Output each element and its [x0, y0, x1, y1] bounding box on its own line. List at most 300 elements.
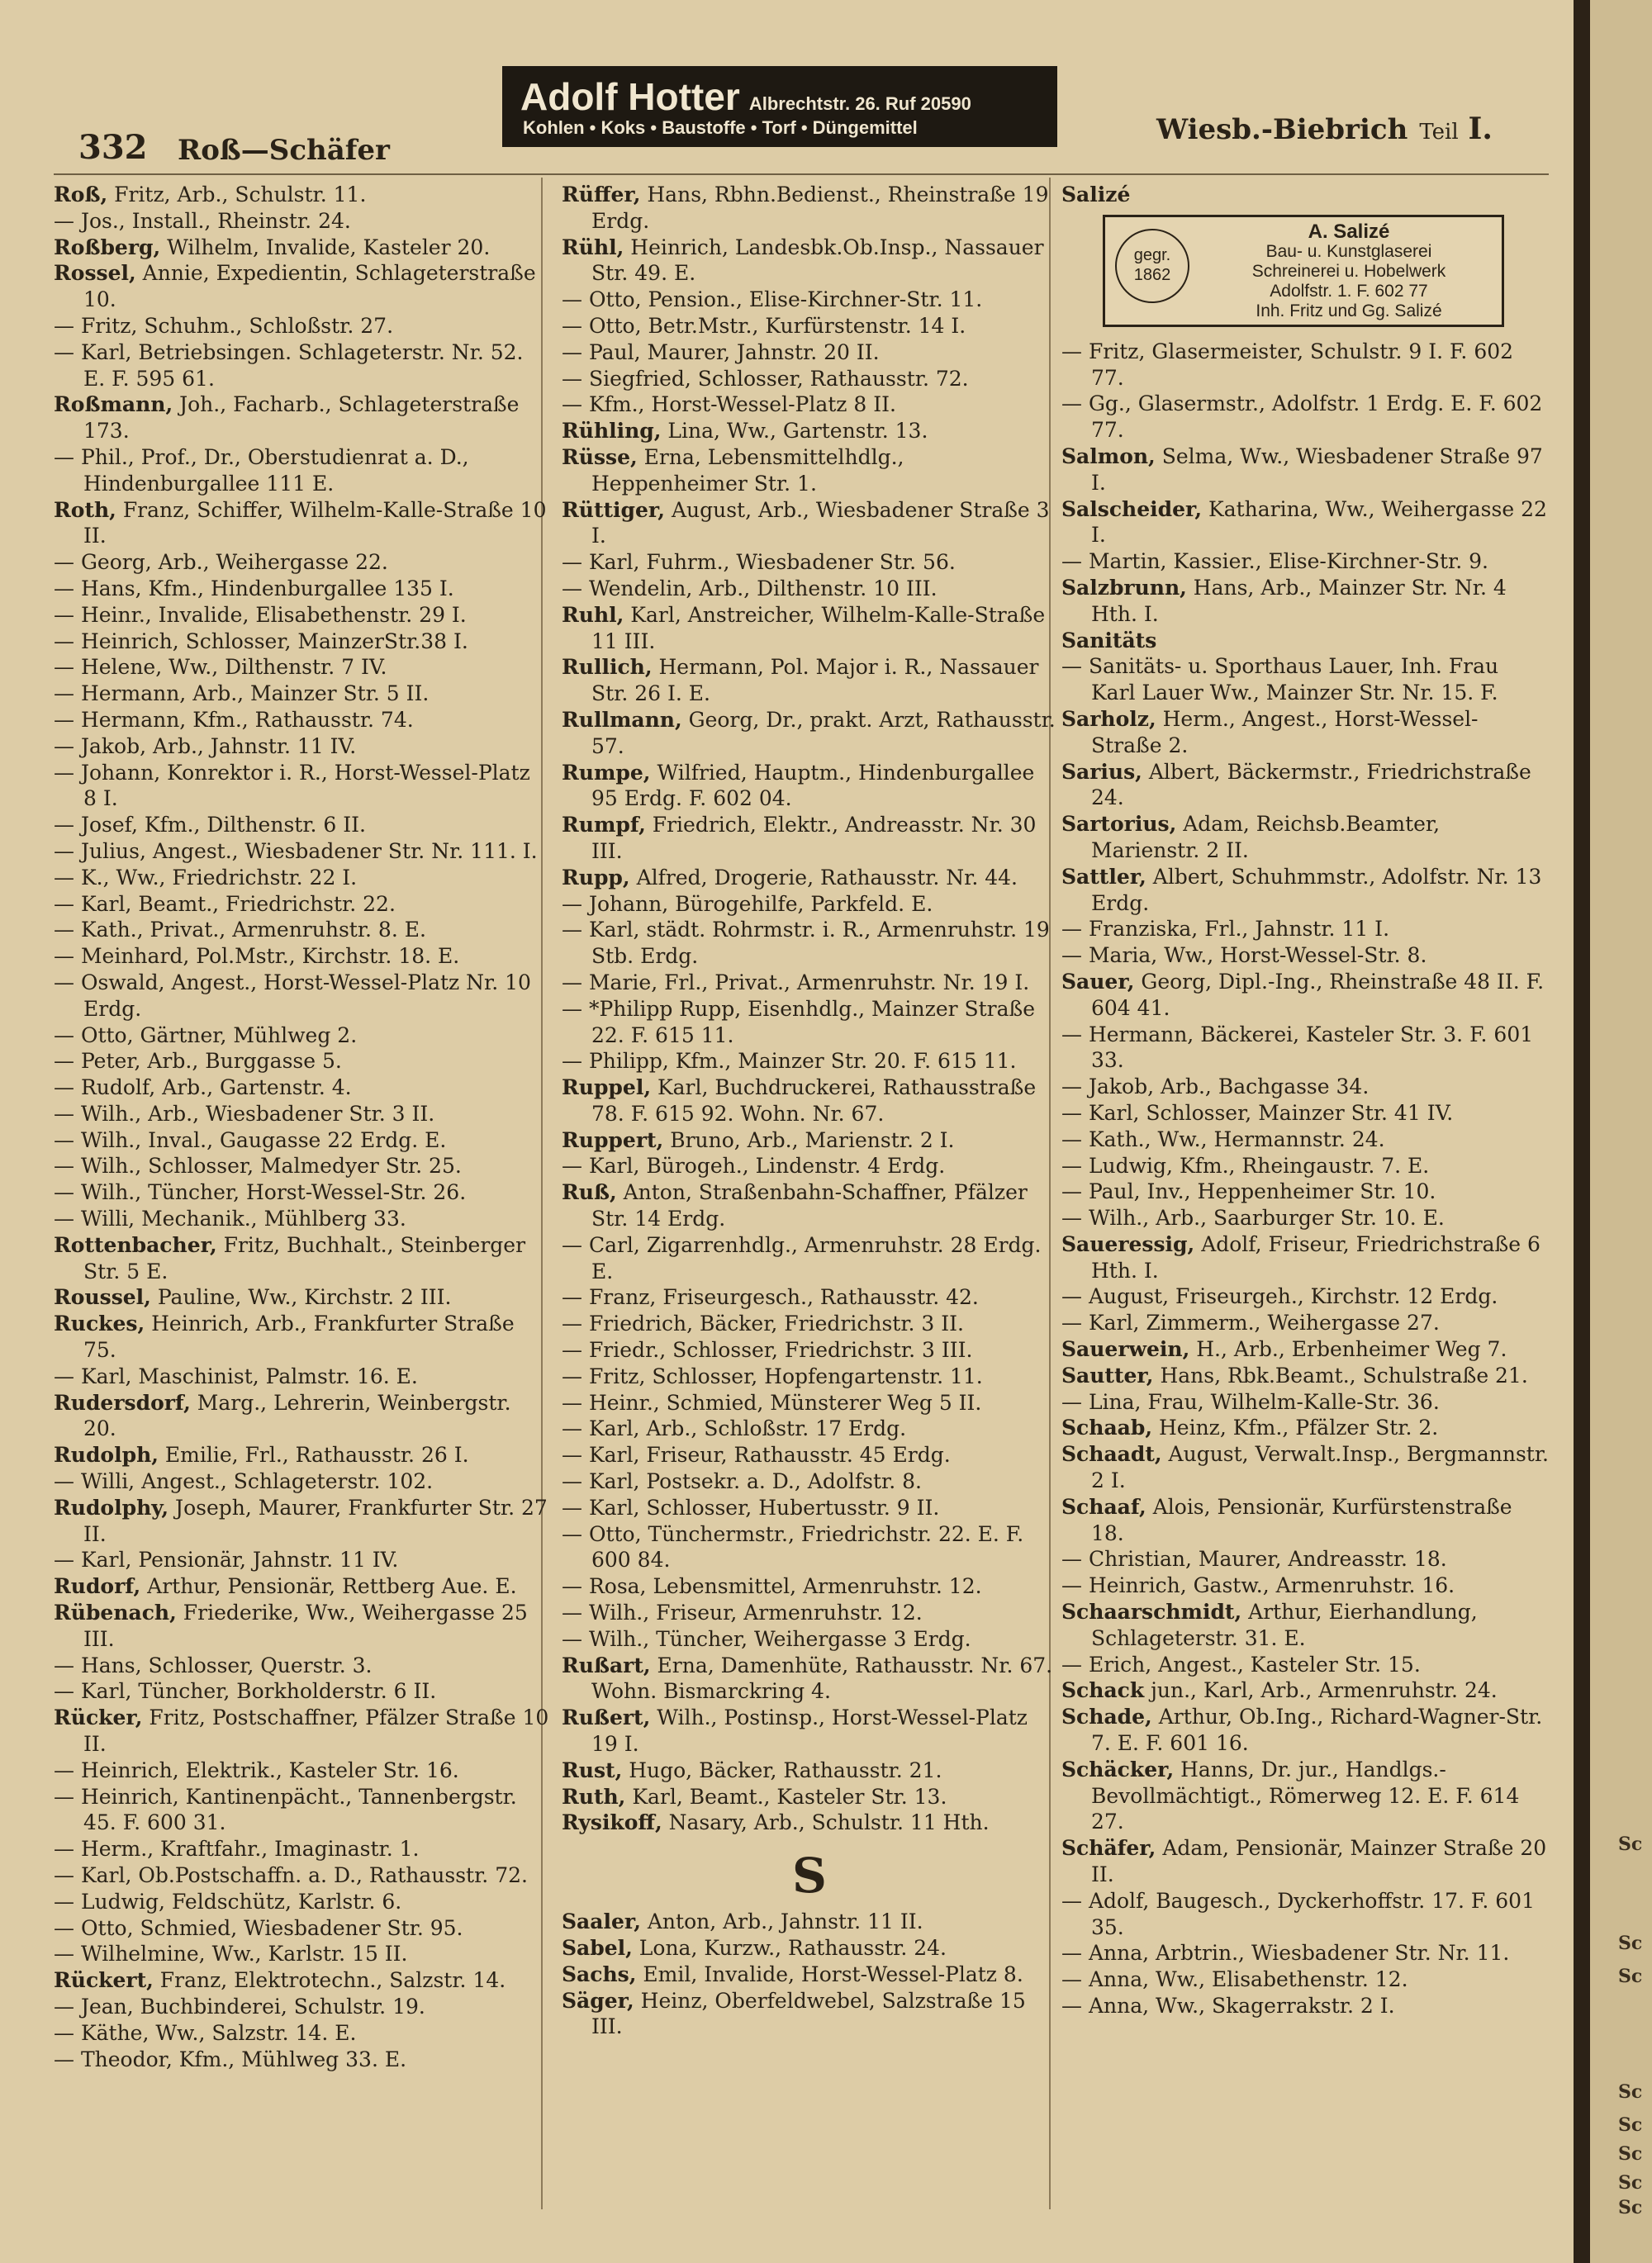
- next-page-fragment: Sc: [1618, 1834, 1643, 1855]
- entry-details: — Johann, Bürogehilfe, Parkfeld. E.: [562, 891, 933, 916]
- entry-details: Karl, Beamt., Kasteler Str. 13.: [625, 1784, 947, 1809]
- entry-details: Hugo, Bäcker, Rathausstr. 21.: [622, 1758, 942, 1782]
- next-page-fragment: Sc: [1618, 1966, 1643, 1987]
- entry-details: — Karl, Friseur, Rathausstr. 45 Erdg.: [562, 1443, 951, 1468]
- directory-entry: [54, 313, 549, 339]
- entry-details: — Johann, Konrektor i. R., Horst-Wessel-Platz 8 I.: [54, 760, 537, 811]
- entry-surname: Rudolphy,: [54, 1495, 169, 1520]
- entry-surname: Schaarschmidt,: [1061, 1600, 1242, 1625]
- entry-details: — Heinrich, Gastw., Armenruhstr. 16.: [1061, 1573, 1455, 1598]
- directory-entry: [562, 1758, 1057, 1784]
- directory-entry: [562, 917, 1057, 970]
- entry-surname: Schack: [1061, 1678, 1145, 1703]
- directory-entry: [54, 917, 549, 943]
- entry-surname: Rußert,: [562, 1706, 651, 1730]
- directory-entry: [54, 1153, 549, 1179]
- part-label: Teil: [1419, 120, 1459, 145]
- next-page-edge: [1590, 0, 1652, 2263]
- entry-details: — Otto, Pension., Elise-Kirchner-Str. 11.: [562, 287, 983, 312]
- entry-details: — Lina, Frau, Wilhelm-Kalle-Str. 36.: [1061, 1389, 1440, 1414]
- part-number: I.: [1468, 111, 1493, 146]
- entry-details: — Hermann, Arb., Mainzer Str. 5 II.: [54, 681, 430, 706]
- entry-details: — Friedr., Schlosser, Friedrichstr. 3 III.: [562, 1338, 973, 1363]
- directory-entry: [562, 1653, 1060, 1706]
- entry-details: — Wilh., Arb., Saarburger Str. 10. E.: [1061, 1206, 1445, 1231]
- directory-entry: [562, 391, 1057, 418]
- entry-details: Albert, Bäckermstr., Friedrichstraße 24.: [1091, 759, 1538, 810]
- directory-entry: [562, 549, 1057, 576]
- directory-entry: [1061, 1888, 1549, 1941]
- directory-entry: [1061, 1153, 1549, 1179]
- entry-details: — Siegfried, Schlosser, Rathausstr. 72.: [562, 366, 969, 391]
- salize-title: A. Salizé: [1308, 220, 1390, 243]
- entry-details: — Karl, Schlosser, Mainzer Str. 41 IV.: [1061, 1100, 1454, 1125]
- directory-entry: [562, 1075, 1057, 1127]
- directory-entry: [54, 1284, 549, 1311]
- directory-entry: [562, 1232, 1057, 1285]
- entry-details: Wilh., Postinsp., Horst-Wessel-Platz 19 I.: [591, 1706, 1034, 1757]
- entry-details: — Wilh., Arb., Wiesbadener Str. 3 II.: [54, 1101, 435, 1126]
- entry-details: H., Arb., Erbenheimer Weg 7.: [1189, 1337, 1507, 1362]
- directory-entry: [54, 260, 549, 313]
- directory-entry: [1061, 864, 1549, 917]
- directory-entry: [54, 1600, 549, 1653]
- entry-surname: Rullich,: [562, 655, 653, 680]
- entry-details: — Rudolf, Arb., Gartenstr. 4.: [54, 1075, 352, 1100]
- entry-details: Hermann, Pol. Major i. R., Nassauer Str. 26 I. E.: [591, 655, 1046, 706]
- directory-entry: [54, 1653, 549, 1679]
- entry-surname: Ruth,: [562, 1784, 626, 1809]
- entry-details: — Heinrich, Elektrik., Kasteler Str. 16.: [54, 1758, 459, 1782]
- entry-details: Arthur, Eierhandlung, Schlageterstr. 31. E.: [1091, 1600, 1484, 1650]
- salize-line-2: Schreinerei u. Hobelwerk: [1251, 261, 1446, 281]
- salize-line-3: Adolfstr. 1. F. 602 77: [1270, 281, 1428, 301]
- directory-entry: [562, 654, 1057, 707]
- directory-entry: [562, 1153, 1057, 1179]
- salize-text: [1200, 222, 1498, 321]
- entry-details: Selma, Ww., Wiesbadener Straße 97 I.: [1091, 444, 1550, 495]
- directory-entry: [54, 1836, 549, 1862]
- entry-surname: Sabel,: [562, 1936, 633, 1960]
- directory-entry: [562, 182, 1057, 235]
- directory-entry: [1061, 1179, 1549, 1205]
- entry-details: — Karl, Schlosser, Hubertusstr. 9 II.: [562, 1495, 940, 1520]
- directory-entry: [1061, 1283, 1549, 1310]
- directory-entry: [562, 970, 1057, 996]
- entry-surname: Rußart,: [562, 1653, 651, 1677]
- entry-details: — Jakob, Arb., Jahnstr. 11 IV.: [54, 733, 357, 758]
- entry-details: Friedrich, Elektr., Andreasstr. Nr. 30 III.: [591, 813, 1043, 863]
- directory-entry: [562, 1573, 1057, 1600]
- entry-details: Adam, Reichsb.Beamter, Marienstr. 2 II.: [1091, 812, 1447, 862]
- entry-surname: Rübenach,: [54, 1601, 177, 1625]
- entry-surname: Rüsse,: [562, 444, 638, 469]
- directory-entry: [1061, 811, 1549, 864]
- entry-details: Alois, Pensionär, Kurfürstenstraße 18.: [1091, 1494, 1519, 1545]
- salize-line-1: Bau- u. Kunstglaserei: [1265, 241, 1432, 261]
- directory-entry: [54, 576, 549, 602]
- directory-entry: [1061, 653, 1549, 706]
- entry-details: — Jakob, Arb., Bachgasse 34.: [1061, 1075, 1370, 1099]
- entry-surname: Ruckes,: [54, 1312, 145, 1336]
- directory-entry: [1061, 1310, 1549, 1336]
- directory-entry: [562, 1495, 1057, 1521]
- entry-details: — Philipp, Kfm., Mainzer Str. 20. F. 615 11.: [562, 1049, 1017, 1074]
- entry-details: — Jean, Buchbinderei, Schulstr. 19.: [54, 1994, 425, 2019]
- entry-details: Adam, Pensionär, Mainzer Straße 20 II.: [1091, 1836, 1554, 1887]
- directory-entry: [562, 1179, 1057, 1232]
- entry-details: Alfred, Drogerie, Rathausstr. Nr. 44.: [629, 865, 1018, 890]
- entry-surname: Rühl,: [562, 235, 624, 259]
- directory-entry: [562, 287, 1057, 313]
- entry-surname: Sarius,: [1061, 759, 1142, 784]
- entry-details: Hans, Arb., Mainzer Str. Nr. 4 Hth. I.: [1091, 575, 1513, 626]
- directory-entry: [54, 1127, 549, 1154]
- directory-entry: [1061, 1993, 1549, 2019]
- entry-details: — Kath., Privat., Armenruhstr. 8. E.: [54, 918, 426, 942]
- column-2: [562, 182, 1062, 2040]
- directory-entry: [1061, 444, 1549, 496]
- directory-entry: [54, 2020, 549, 2047]
- directory-entry: [54, 1784, 549, 1837]
- entry-surname: Rust,: [562, 1758, 623, 1782]
- entry-details: Adolf, Friseur, Friedrichstraße 6 Hth. I.: [1091, 1231, 1547, 1283]
- directory-entry: [1061, 1546, 1549, 1573]
- directory-entry: [54, 1889, 549, 1915]
- entry-details: Erna, Lebensmittelhdlg., Heppenheimer Str. 1.: [591, 444, 911, 496]
- directory-entry: [1061, 1231, 1549, 1284]
- entry-details: — Josef, Kfm., Dilthenstr. 6 II.: [54, 813, 366, 837]
- entry-details: August, Verwalt.Insp., Bergmannstr. 2 I.: [1091, 1442, 1555, 1493]
- entry-details: — Karl, städt. Rohrmstr. i. R., Armenruhstr. 19 Stb. Erdg.: [562, 918, 1056, 969]
- entry-details: Katharina, Ww., Weihergasse 22 I.: [1091, 496, 1554, 548]
- entry-details: — Otto, Betr.Mstr., Kurfürstenstr. 14 I.: [562, 313, 966, 338]
- directory-entry: [562, 418, 1057, 444]
- entry-details: Lona, Kurzw., Rathausstr. 24.: [632, 1936, 947, 1960]
- entry-details: — Karl, Pensionär, Jahnstr. 11 IV.: [54, 1548, 399, 1573]
- header-rule: [54, 173, 1549, 175]
- directory-entry: [54, 865, 549, 891]
- entry-surname: Säger,: [562, 1988, 634, 2013]
- directory-entry: [54, 1915, 549, 1942]
- directory-entry: [54, 391, 549, 444]
- next-page-fragment: Sc: [1618, 2114, 1643, 2136]
- entry-surname: Sanitäts: [1061, 628, 1157, 652]
- entry-details: — Ludwig, Feldschütz, Karlstr. 6.: [54, 1889, 402, 1914]
- entry-details: — Wilh., Tüncher, Weihergasse 3 Erdg.: [562, 1626, 971, 1651]
- directory-entry: [1061, 1940, 1549, 1966]
- entry-details: — Paul, Maurer, Jahnstr. 20 II.: [562, 339, 880, 364]
- column-1: [54, 182, 556, 2072]
- section-letter: S: [792, 1848, 827, 1905]
- directory-entry: [54, 1705, 556, 1758]
- entry-details: Heinz, Kfm., Pfälzer Str. 2.: [1152, 1416, 1439, 1440]
- entry-details: — Wilh., Inval., Gaugasse 22 Erdg. E.: [54, 1127, 447, 1152]
- entry-details: Heinrich, Arb., Frankfurter Straße 75.: [83, 1312, 521, 1363]
- directory-entry: [54, 970, 549, 1022]
- badge-line-2: 1862: [1133, 265, 1171, 284]
- badge-line-1: gegr.: [1133, 245, 1171, 264]
- entry-surname: Sauer,: [1061, 969, 1135, 994]
- next-page-fragment: Sc: [1618, 2081, 1643, 2103]
- directory-entry: [1061, 391, 1549, 444]
- directory-entry: [1061, 942, 1549, 969]
- entry-details: — Marie, Frl., Privat., Armenruhstr. Nr. 19 I.: [562, 970, 1030, 994]
- directory-entry: [54, 208, 549, 235]
- entry-details: — Käthe, Ww., Salzstr. 14. E.: [54, 2020, 357, 2045]
- directory-entry: [54, 629, 549, 655]
- entry-details: — Adolf, Baugesch., Dyckerhoffstr. 17. F. 601 35.: [1061, 1888, 1541, 1939]
- entry-details: Karl, Anstreicher, Wilhelm-Kalle-Straße 11 III.: [591, 602, 1052, 653]
- entry-details: — Jos., Install., Rheinstr. 24.: [54, 208, 351, 233]
- entry-surname: Schaadt,: [1061, 1442, 1162, 1467]
- entry-surname: Rottenbacher,: [54, 1232, 217, 1257]
- entry-surname: Sarholz,: [1061, 706, 1156, 731]
- entry-details: — Karl, Fuhrm., Wiesbadener Str. 56.: [562, 550, 956, 575]
- entry-surname: Rumpf,: [562, 813, 646, 837]
- entry-details: — Herm., Kraftfahr., Imaginastr. 1.: [54, 1837, 420, 1862]
- entry-surname: Rudorf,: [54, 1574, 141, 1599]
- directory-entry: [1061, 759, 1549, 812]
- entry-details: — Sanitäts- u. Sporthaus Lauer, Inh. Frau Karl Lauer Ww., Mainzer Str. Nr. 15. F.: [1061, 654, 1506, 705]
- directory-entry: [54, 1232, 549, 1285]
- entry-details: Franz, Schiffer, Wilhelm-Kalle-Straße 10 II.: [83, 497, 553, 548]
- directory-entry: [562, 996, 1057, 1049]
- entry-details: — Wilhelmine, Ww., Karlstr. 15 II.: [54, 1942, 408, 1966]
- entry-surname: Sachs,: [562, 1962, 637, 1986]
- entry-details: — K., Ww., Friedrichstr. 22 I.: [54, 865, 358, 890]
- directory-entry: [1061, 339, 1549, 391]
- entry-details: — Ludwig, Kfm., Rheingaustr. 7. E.: [1061, 1153, 1430, 1178]
- directory-entry: [1061, 1757, 1549, 1835]
- entry-details: — Anna, Ww., Skagerrakstr. 2 I.: [1061, 1994, 1395, 2018]
- entry-details: — Karl, Zimmerm., Weihergasse 27.: [1061, 1311, 1440, 1336]
- directory-entry: [54, 1862, 549, 1889]
- entry-details: Lina, Ww., Gartenstr. 13.: [661, 419, 928, 444]
- entry-details: — Willi, Mechanik., Mühlberg 33.: [54, 1207, 406, 1231]
- entry-details: Fritz, Postschaffner, Pfälzer Straße 10 II.: [83, 1706, 556, 1757]
- running-head-right: [1156, 111, 1493, 146]
- entry-details: Fritz, Buchhalt., Steinberger Str. 5 E.: [83, 1232, 533, 1283]
- directory-entry: [54, 1101, 549, 1127]
- entry-surname: Rühling,: [562, 419, 662, 444]
- directory-entry: [54, 1179, 549, 1206]
- entry-surname: Rudolph,: [54, 1443, 159, 1468]
- directory-entry: [562, 1784, 1057, 1810]
- entry-details: — Karl, Beamt., Friedrichstr. 22.: [54, 891, 396, 916]
- entry-surname: Rüttiger,: [562, 497, 665, 522]
- entry-details: — Julius, Angest., Wiesbadener Str. Nr. 111. I.: [54, 838, 538, 863]
- entry-details: — Fritz, Schuhm., Schloßstr. 27.: [54, 313, 394, 338]
- entry-surname: Schäfer,: [1061, 1836, 1156, 1861]
- directory-entry: [562, 1909, 1057, 1935]
- directory-entry: [1061, 496, 1554, 549]
- directory-entry: [54, 1048, 549, 1075]
- directory-entry: [54, 235, 549, 261]
- entry-details: — Wendelin, Arb., Dilthenstr. 10 III.: [562, 576, 938, 600]
- entry-surname: Salmon,: [1061, 444, 1156, 468]
- directory-entry: [1061, 1966, 1549, 1993]
- entry-details: — Kfm., Horst-Wessel-Platz 8 II.: [562, 392, 896, 417]
- entry-details: Joh., Facharb., Schlageterstraße 173.: [83, 392, 526, 444]
- directory-entry: [54, 339, 549, 392]
- directory-entry: [1061, 548, 1549, 575]
- entry-surname: Schade,: [1061, 1705, 1152, 1729]
- directory-entry: [54, 444, 549, 497]
- directory-entry: [54, 838, 549, 865]
- directory-entry: [1061, 1363, 1549, 1389]
- hotter-advertisement: [502, 66, 1057, 147]
- directory-entry: [54, 2047, 549, 2073]
- directory-entry: [562, 1705, 1057, 1758]
- directory-entry: [1061, 1441, 1555, 1494]
- next-page-fragment: Sc: [1618, 2172, 1643, 2194]
- entry-details: Heinrich, Landesbk.Ob.Insp., Nassauer Str. 49. E.: [591, 235, 1051, 286]
- entry-details: Wilhelm, Invalide, Kasteler 20.: [160, 235, 491, 259]
- entry-surname: Sattler,: [1061, 864, 1146, 889]
- entry-surname: Rückert,: [54, 1968, 154, 1993]
- entry-details: — Wilh., Schlosser, Malmedyer Str. 25.: [54, 1154, 462, 1179]
- entry-details: Franz, Elektrotechn., Salzstr. 14.: [153, 1968, 506, 1993]
- entry-details: — Wilh., Tüncher, Horst-Wessel-Str. 26.: [54, 1180, 467, 1205]
- directory-entry: [54, 1468, 549, 1495]
- entry-details: Marg., Lehrerin, Weinbergstr. 20.: [83, 1390, 518, 1441]
- entry-surname: Schaaf,: [1061, 1494, 1146, 1519]
- entry-details: — Otto, Gärtner, Mühlweg 2.: [54, 1022, 358, 1047]
- next-page-fragment: Sc: [1618, 2143, 1643, 2165]
- directory-entry: [562, 1935, 1057, 1962]
- directory-entry: [54, 497, 553, 550]
- entry-details: — Theodor, Kfm., Mühlweg 33. E.: [54, 2047, 407, 2071]
- entry-surname: Rücker,: [54, 1706, 143, 1730]
- directory-entry: [562, 1962, 1057, 1988]
- entry-details: — Erich, Angest., Kasteler Str. 15.: [1061, 1652, 1421, 1677]
- directory-entry: [562, 1364, 1057, 1390]
- entry-surname: Roth,: [54, 497, 116, 522]
- entry-details: — Martin, Kassier., Elise-Kirchner-Str. 9.: [1061, 549, 1488, 574]
- entry-surname: Rüffer,: [562, 183, 641, 206]
- entry-details: Hanns, Dr. jur., Handlgs.-Bevollmächtigt., Römerweg 12. E. F. 614 27.: [1091, 1757, 1526, 1834]
- entry-details: Herm., Angest., Horst-Wessel-Straße 2.: [1091, 706, 1479, 757]
- entry-details: Albert, Schuhmmstr., Adolfstr. Nr. 13 Erdg.: [1091, 864, 1549, 915]
- directory-entry: [1061, 575, 1549, 628]
- directory-entry: [54, 1442, 549, 1468]
- directory-entry: [1061, 1205, 1549, 1231]
- entry-details: — Rosa, Lebensmittel, Armenruhstr. 12.: [562, 1574, 982, 1599]
- entry-surname: Schäcker,: [1061, 1757, 1175, 1781]
- directory-entry: [1061, 916, 1549, 942]
- entry-details: — Anna, Ww., Elisabethenstr. 12.: [1061, 1967, 1408, 1992]
- entry-details: — Franziska, Frl., Jahnstr. 11 I.: [1061, 917, 1390, 942]
- directory-entry: [1061, 628, 1549, 654]
- directory-entry: [54, 1994, 549, 2020]
- directory-entry: [562, 891, 1057, 918]
- entry-surname: Roßmann,: [54, 392, 173, 417]
- entry-details: — Kath., Ww., Hermannstr. 24.: [1061, 1127, 1385, 1151]
- entry-details: — Paul, Inv., Heppenheimer Str. 10.: [1061, 1179, 1436, 1204]
- entry-details: Arthur, Ob.Ing., Richard-Wagner-Str. 7. E. F. 601 16.: [1091, 1705, 1550, 1756]
- entry-details: — Karl, Maschinist, Palmstr. 16. E.: [54, 1364, 418, 1388]
- directory-entry: [54, 654, 549, 681]
- entry-details: — Hermann, Kfm., Rathausstr. 74.: [54, 707, 414, 732]
- directory-entry: [54, 182, 549, 208]
- entry-details: — Maria, Ww., Horst-Wessel-Str. 8.: [1061, 943, 1427, 968]
- entry-details: — Otto, Tünchermstr., Friedrichstr. 22. E. F. 600 84.: [562, 1521, 1031, 1573]
- entry-surname: Roussel,: [54, 1285, 151, 1310]
- entry-details: — Franz, Friseurgesch., Rathausstr. 42.: [562, 1285, 979, 1310]
- entry-surname: Rullmann,: [562, 707, 682, 732]
- directory-entry: [1061, 1835, 1554, 1888]
- directory-entry: [54, 943, 549, 970]
- entry-details: Georg, Dr., prakt. Arzt, Rathausstr. 57.: [591, 707, 1062, 758]
- entry-details: — Oswald, Angest., Horst-Wessel-Platz Nr. 10 Erdg.: [54, 970, 538, 1021]
- directory-entry: [1061, 182, 1549, 208]
- entry-surname: Roßberg,: [54, 235, 161, 259]
- next-page-fragment: Sc: [1618, 2197, 1643, 2218]
- entry-details: Anton, Arb., Jahnstr. 11 II.: [640, 1910, 923, 1934]
- entry-details: — Anna, Arbtrin., Wiesbadener Str. Nr. 11.: [1061, 1941, 1510, 1966]
- entry-details: jun., Karl, Arb., Armenruhstr. 24.: [1144, 1678, 1498, 1703]
- entry-surname: Schaab,: [1061, 1416, 1153, 1440]
- entry-surname: Ruppel,: [562, 1075, 652, 1100]
- directory-entry: [1061, 706, 1549, 759]
- entry-details: — Karl, Arb., Schloßstr. 17 Erdg.: [562, 1416, 907, 1441]
- entry-details: — Heinr., Schmied, Münsterer Weg 5 II.: [562, 1390, 982, 1415]
- directory-entry: [54, 891, 549, 918]
- entry-details: August, Arb., Wiesbadener Straße 3 I.: [591, 497, 1056, 548]
- entry-details: — Karl, Postsekr. a. D., Adolfstr. 8.: [562, 1469, 922, 1494]
- directory-entry: [562, 602, 1057, 655]
- entry-details: — Carl, Zigarrenhdlg., Armenruhstr. 28 Erdg. E.: [562, 1232, 1048, 1283]
- entry-details: Erna, Damenhüte, Rathausstr. Nr. 67. Wohn. Bismarckring 4.: [591, 1653, 1060, 1704]
- column-3: [1061, 182, 1555, 2019]
- entry-surname: Rysikoff,: [562, 1810, 662, 1835]
- directory-entry: [54, 760, 549, 813]
- entry-surname: Sauerwein,: [1061, 1337, 1190, 1362]
- directory-entry: [562, 366, 1057, 392]
- directory-entry: [562, 1626, 1057, 1653]
- entry-details: Heinz, Oberfeldwebel, Salzstraße 15 III.: [591, 1988, 1032, 2039]
- running-head-place: Wiesb.-Biebrich: [1156, 113, 1408, 146]
- entry-details: Annie, Expedientin, Schlageterstraße 10.: [83, 261, 543, 312]
- directory-entry: [1061, 1127, 1549, 1153]
- directory-entry: [1061, 1704, 1549, 1757]
- entry-details: Fritz, Arb., Schulstr. 11.: [107, 183, 367, 206]
- ad-address: Albrechtstr. 26. Ruf 20590: [748, 93, 971, 114]
- directory-entry: [562, 1127, 1057, 1154]
- directory-entry: [54, 1941, 549, 1967]
- salize-advertisement: [1103, 215, 1504, 327]
- directory-entry: [562, 1284, 1057, 1311]
- entry-surname: Saueressig,: [1061, 1231, 1195, 1256]
- entry-surname: Ruß,: [562, 1180, 617, 1205]
- running-head-left: Roß—Schäfer: [178, 134, 390, 167]
- directory-entry: [562, 1048, 1057, 1075]
- directory-entry: [54, 1075, 549, 1101]
- entry-details: — Helene, Ww., Dilthenstr. 7 IV.: [54, 655, 387, 680]
- entry-details: — Karl, Tüncher, Borkholderstr. 6 II.: [54, 1679, 437, 1704]
- entry-details: — Otto, Schmied, Wiesbadener Str. 95.: [54, 1915, 463, 1940]
- directory-entry: [562, 313, 1057, 339]
- entry-details: Hans, Rbhn.Bedienst., Rheinstraße 19 Erdg.: [591, 183, 1056, 233]
- page-number: 332: [78, 128, 148, 167]
- directory-entry: [562, 444, 1057, 497]
- entry-surname: Saaler,: [562, 1910, 641, 1934]
- directory-entry: [1061, 1599, 1549, 1652]
- entry-details: Pauline, Ww., Kirchstr. 2 III.: [150, 1285, 452, 1310]
- directory-entry: [54, 1364, 549, 1390]
- entry-details: — Karl, Ob.Postschaffn. a. D., Rathausstr. 72.: [54, 1863, 528, 1887]
